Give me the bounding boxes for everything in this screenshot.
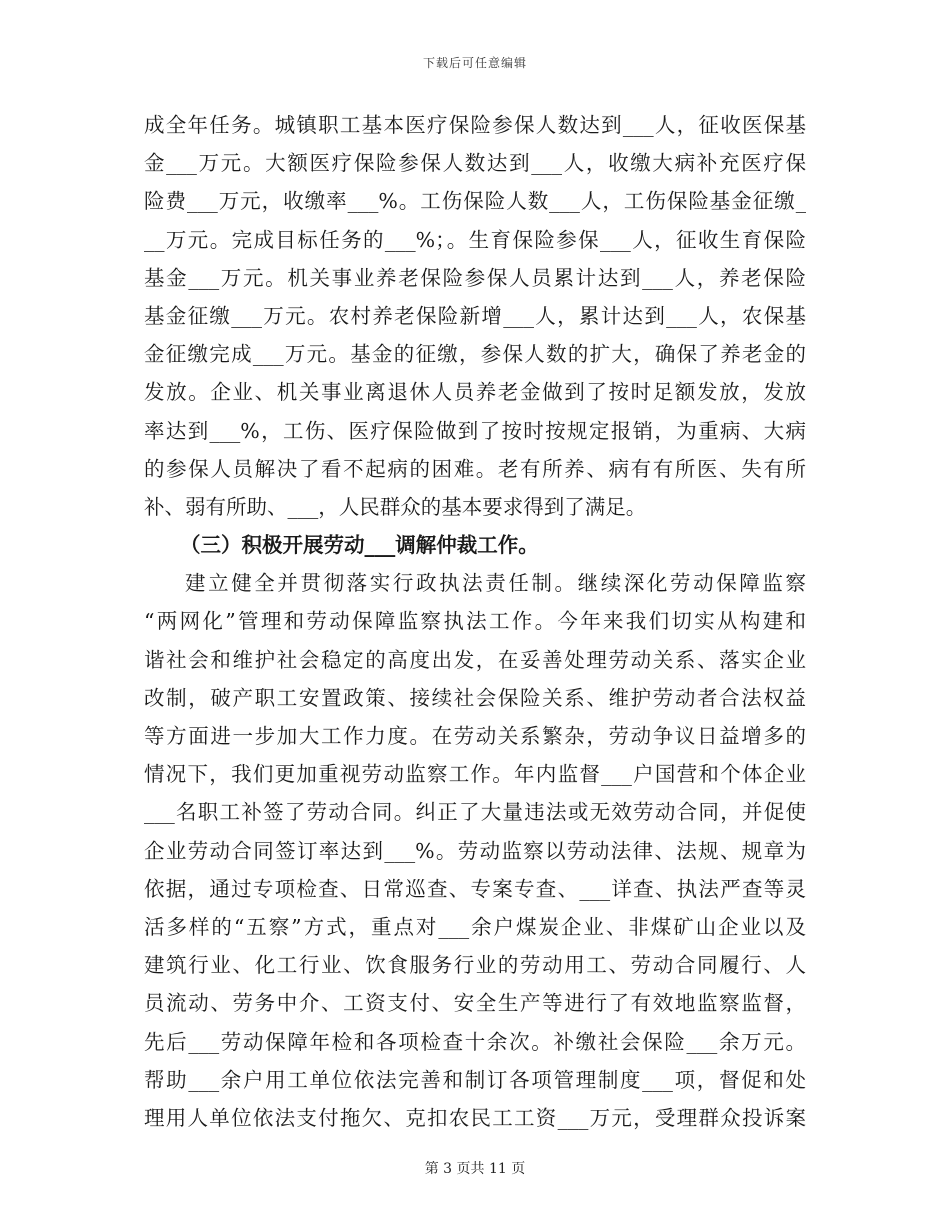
section-heading: （三）积极开展劳动___调解仲裁工作。 bbox=[180, 533, 539, 558]
body-line: 的参保人员解决了看不起病的困难。老有所养、病有有所医、失有所 bbox=[144, 456, 806, 481]
body-line: 金___万元。大额医疗保险参保人数达到___人，收缴大病补充医疗保 bbox=[144, 151, 806, 176]
body-line: 险费___万元，收缴率___%。工伤保险人数___人，工伤保险基金征缴_ bbox=[144, 189, 806, 214]
body-line: 情况下，我们更加重视劳动监察工作。年内监督___户国营和个体企业 bbox=[144, 762, 806, 787]
body-line: 基金___万元。机关事业养老保险参保人员累计达到___人，养老保险 bbox=[144, 265, 806, 290]
body-line: ___名职工补签了劳动合同。纠正了大量违法或无效劳动合同，并促使 bbox=[144, 800, 806, 825]
body-line: 基金征缴___万元。农村养老保险新增___人，累计达到___人，农保基 bbox=[144, 303, 806, 328]
body-line: 谐社会和维护社会稳定的高度出发，在妥善处理劳动关系、落实企业 bbox=[144, 647, 806, 672]
body-line: 金征缴完成___万元。基金的征缴，参保人数的扩大，确保了养老金的 bbox=[144, 342, 806, 367]
body-line: 率达到___%，工伤、医疗保险做到了按时按规定报销，为重病、大病 bbox=[144, 418, 806, 443]
body-line: 依据，通过专项检查、日常巡查、专案专查、___详查、执法严查等灵 bbox=[144, 876, 806, 901]
body-line: 企业劳动合同签订率达到___%。劳动监察以劳动法律、法规、规章为 bbox=[144, 838, 806, 863]
body-line: 等方面进一步加大工作力度。在劳动关系繁杂，劳动争议日益增多的 bbox=[144, 724, 806, 748]
page-header: 下载后可任意编辑 bbox=[422, 56, 527, 70]
body-line: 成全年任务。城镇职工基本医疗保险参保人数达到___人，征收医保基 bbox=[144, 113, 806, 137]
body-line: 员流动、劳务中介、工资支付、安全生产等进行了有效地监察监督， bbox=[144, 991, 806, 1016]
page-number: 第 3 页共 11 页 bbox=[424, 1161, 526, 1177]
body-line: 活多样的“五察”方式，重点对___余户煤炭企业、非煤矿山企业以及 bbox=[144, 914, 806, 939]
body-line: 建筑行业、化工行业、饮食服务行业的劳动用工、劳动合同履行、人 bbox=[144, 953, 806, 978]
body-line: “两网化”管理和劳动保障监察执法工作。今年来我们切实从构建和 bbox=[144, 609, 806, 634]
body-line: 补、弱有所助、___，人民群众的基本要求得到了满足。 bbox=[144, 494, 647, 519]
body-line: 改制，破产职工安置政策、接续社会保险关系、维护劳动者合法权益 bbox=[144, 685, 806, 710]
body-line: 理用人单位依法支付拖欠、克扣农民工工资___万元，受理群众投诉案 bbox=[144, 1105, 806, 1130]
body-line: 帮助___余户用工单位依法完善和制订各项管理制度___项，督促和处 bbox=[144, 1067, 806, 1092]
body-line: 发放。企业、机关事业离退休人员养老金做到了按时足额发放，发放 bbox=[144, 380, 806, 405]
body-line: 建立健全并贯彻落实行政执法责任制。继续深化劳动保障监察 bbox=[185, 571, 806, 596]
body-line: 先后___劳动保障年检和各项检查十余次。补缴社会保险___余万元。 bbox=[144, 1029, 806, 1054]
body-line: __万元。完成目标任务的___%；。生育保险参保___人，征收生育保险 bbox=[144, 227, 806, 252]
document-body bbox=[144, 106, 806, 1137]
